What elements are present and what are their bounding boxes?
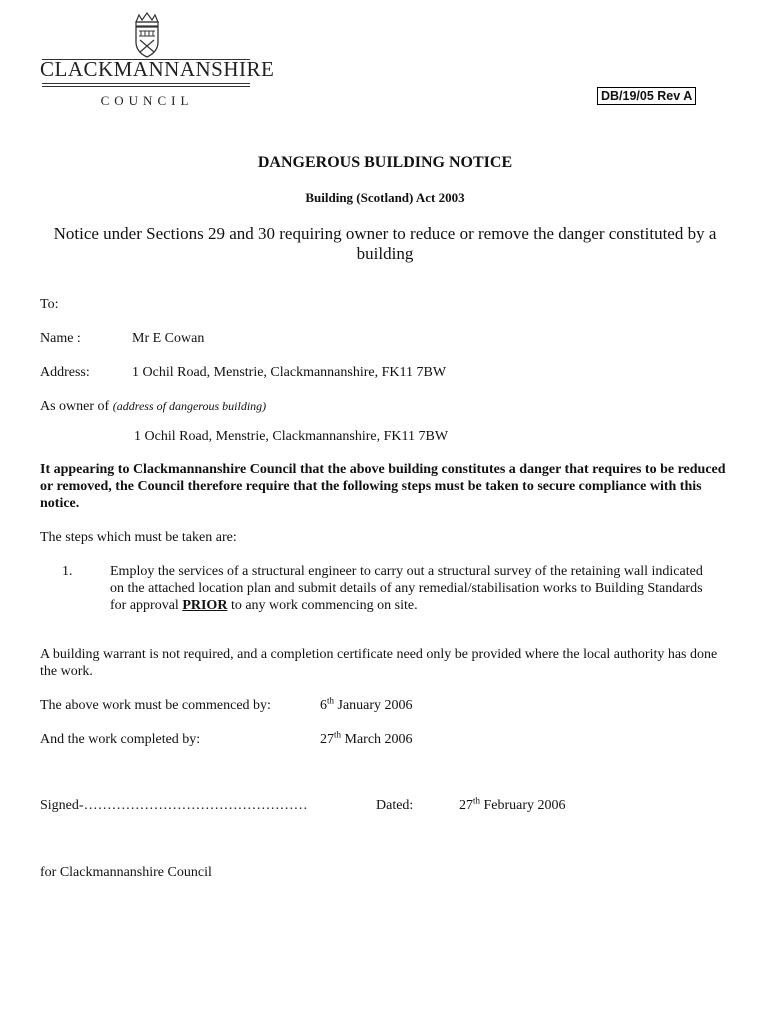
step-text-before: Employ the services of a structural engineer to carry out a structural survey of the retaining wall indicated on the attached location plan and submit details of any remedial/stabilisation works to Building Standards for approval <box>110 564 703 613</box>
name-value: Mr E Cowan <box>132 331 205 346</box>
owner-label: As owner of <box>40 399 110 414</box>
reference-box: DB/19/05 Rev A <box>597 87 696 105</box>
signature-line <box>40 797 308 814</box>
steps-intro: The steps which must be taken are: <box>40 530 237 545</box>
council-label: COUNCIL <box>100 93 194 108</box>
signed-date <box>459 797 566 814</box>
signed-day: 27 <box>459 798 473 813</box>
signature-dots: ………………………………………… <box>83 798 308 813</box>
page-title: DANGEROUS BUILDING NOTICE <box>257 154 513 171</box>
dated-label: Dated: <box>376 798 414 813</box>
complete-rest: March 2006 <box>344 732 413 747</box>
building-address: 1 Ochil Road, Menstrie, Clackmannanshire, FK11 7BW <box>134 429 449 444</box>
step-number: 1. <box>62 564 73 579</box>
owner-hint: (address of dangerous building) <box>112 399 267 413</box>
owner-line <box>40 398 266 415</box>
council-statement: It appearing to Clackmannanshire Council that the above building constitutes a danger that requires to be reduced or removed, the Council therefore require that the following steps must be taken to secure compliance with this notice. <box>40 462 726 511</box>
complete-label: And the work completed by: <box>40 732 201 747</box>
council-name: CLACKMANNANSHIRE <box>40 57 275 81</box>
name-label: Name : <box>40 331 81 346</box>
address-label: Address: <box>40 365 90 380</box>
step-text <box>110 563 720 614</box>
commence-rest: January 2006 <box>337 698 413 713</box>
commence-label: The above work must be commenced by: <box>40 698 271 713</box>
council-logo <box>40 12 275 108</box>
signed-label: Signed- <box>40 798 84 813</box>
step-text-after: to any work commencing on site. <box>230 598 418 613</box>
complete-suffix: th <box>334 729 342 740</box>
footer-text: for Clackmannanshire Council <box>40 865 212 880</box>
logo-rule-mid <box>42 83 250 84</box>
crest-icon <box>132 12 162 58</box>
commence-day: 6 <box>320 698 327 713</box>
complete-day: 27 <box>320 732 334 747</box>
signed-rest: February 2006 <box>483 798 566 813</box>
commence-suffix: th <box>327 695 335 706</box>
logo-rule-bottom <box>42 86 250 87</box>
step-emphasis: PRIOR <box>182 598 228 613</box>
commence-date <box>320 697 413 714</box>
notice-heading: Notice under Sections 29 and 30 requiring owner to reduce or remove the danger constituted by a building <box>53 224 717 263</box>
complete-date <box>320 731 413 748</box>
warrant-note: A building warrant is not required, and a completion certificate need only be provided where the local authority has done the work. <box>40 647 718 679</box>
address-value: 1 Ochil Road, Menstrie, Clackmannanshire, FK11 7BW <box>132 365 447 380</box>
to-label: To: <box>40 297 59 312</box>
signed-suffix: th <box>473 795 481 806</box>
page-subtitle: Building (Scotland) Act 2003 <box>305 190 465 205</box>
